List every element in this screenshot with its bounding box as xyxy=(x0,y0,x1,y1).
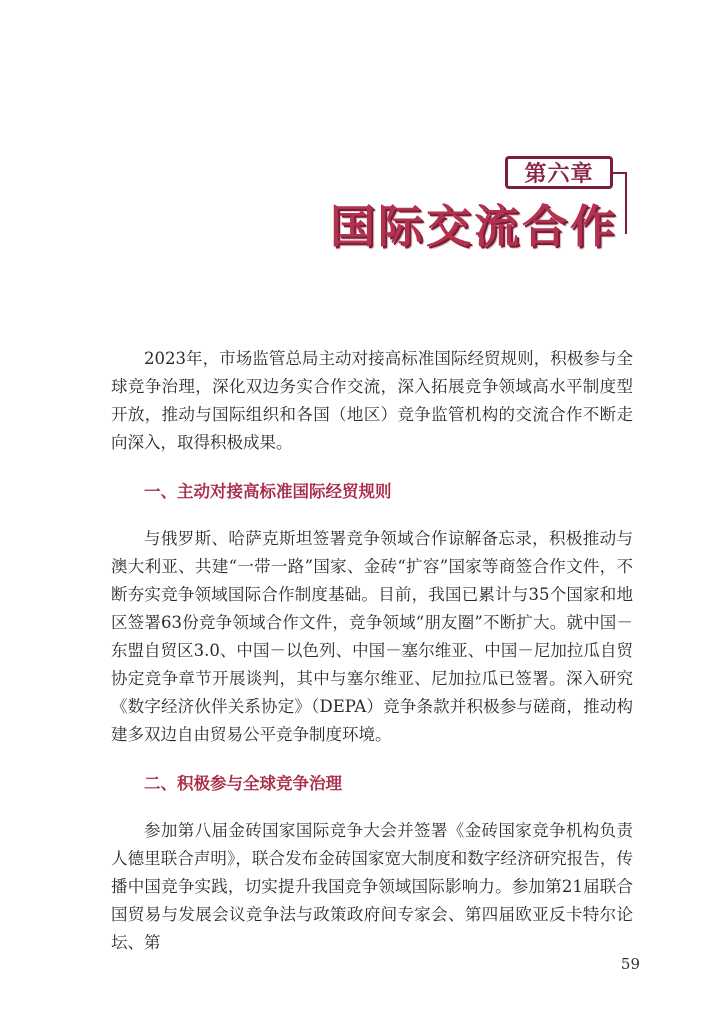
chapter-title: 国际交流合作 xyxy=(329,200,618,253)
chapter-bracket-vertical-line xyxy=(625,172,627,234)
chapter-number-badge: 第六章 xyxy=(505,156,613,189)
page-body xyxy=(111,345,633,957)
page-number: 59 xyxy=(620,955,640,973)
intro-paragraph: 2023年，市场监管总局主动对接高标准国际经贸规则，积极参与全球竞争治理，深化双边务实合作交流，深入拓展竞争领域高水平制度型开放，推动与国际组织和各国（地区）竞争监管机构的交流合作不断走向深入，取得积极成果。 xyxy=(111,349,633,452)
section-heading-2: 二、积极参与全球竞争治理 xyxy=(144,774,342,793)
section-body-1: 与俄罗斯、哈萨克斯坦签署竞争领域合作谅解备忘录，积极推动与澳大利亚、共建“一带一路”国家、金砖“扩容”国家等商签合作文件，不断夯实竞争领域国际合作制度基础。目前，我国已累计与35个国家和地区签署63份竞争领域合作文件，竞争领域“朋友圈”不断扩大。就中国－东盟自贸区3.0、中国－以色列、中国－塞尔维亚、中国－尼加拉瓜自贸协定竞争章节开展谈判，其中与塞尔维亚、尼加拉瓜已签署。深入研究《数字经济伙伴关系协定》（DEPA）竞争条款并积极参与磋商，推动构建多双边自由贸易公平竞争制度环境。 xyxy=(111,529,633,744)
section-body-2: 参加第八届金砖国家国际竞争大会并签署《金砖国家竞争机构负责人德里联合声明》，联合发布金砖国家宽大制度和数字经济研究报告，传播中国竞争实践，切实提升我国竞争领域国际影响力。参加第21届联合国贸易与发展会议竞争法与政策政府间专家会、第四届欧亚反卡特尔论坛、第 xyxy=(111,821,633,952)
section-heading-1: 一、主动对接高标准国际经贸规则 xyxy=(144,482,392,501)
